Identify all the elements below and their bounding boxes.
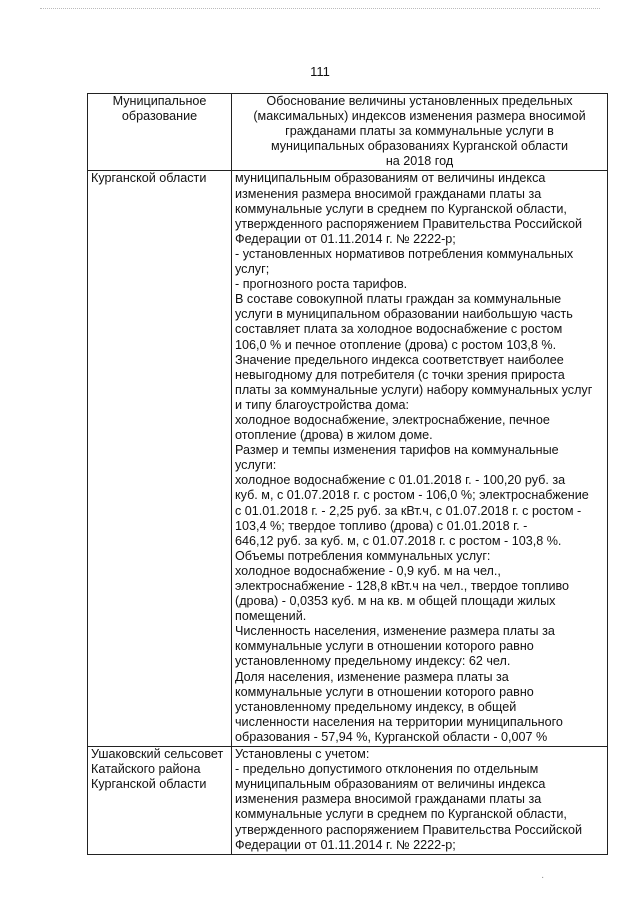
- justification-text-line: - установленных нормативов потребления коммунальных: [235, 246, 574, 261]
- justification-text-line: услуг;: [235, 262, 270, 277]
- header-text-line: муниципальных образованиях Курганской области: [270, 139, 569, 154]
- justification-text-line: коммунальные услуги в отношении которого равно: [235, 639, 534, 654]
- justification-text-line: Объемы потребления коммунальных услуг:: [235, 548, 491, 563]
- justification-text-line: коммунальные услуги в среднем по Курганской области,: [235, 807, 567, 822]
- justification-text-line: Размер и темпы изменения тарифов на коммунальные: [235, 443, 559, 458]
- header-text-line: образование: [121, 109, 198, 124]
- justification-text-line: холодное водоснабжение - 0,9 куб. м на чел.,: [235, 563, 501, 578]
- justification-text-line: Доля населения, изменение размера платы за: [235, 669, 509, 684]
- justification-text-line: и типу благоустройства дома:: [235, 397, 410, 412]
- justification-text-line: изменения размера вносимой гражданами платы за: [235, 792, 542, 807]
- justification-cell: [232, 747, 608, 855]
- justification-text-line: отопление (дрова) в жилом доме.: [235, 428, 433, 443]
- scan-mark: ·: [541, 872, 545, 883]
- header-text-line: (максимальных) индексов изменения размера вносимой: [253, 109, 586, 124]
- justification-text-line: электроснабжение - 128,8 кВт.ч на чел., твердое топливо: [235, 579, 570, 593]
- justification-text-line: - прогнозного роста тарифов.: [235, 277, 408, 292]
- justification-text-line: образования - 57,94 %, Курганской области - 0,007 %: [235, 729, 548, 744]
- justification-text-line: услуги:: [235, 458, 277, 473]
- justification-text-line: установленному предельному индексу, в общей: [235, 699, 517, 714]
- header-text-line: на 2018 год: [385, 154, 454, 169]
- header-municipality-cell: [88, 94, 232, 171]
- header-text-line: Муниципальное: [112, 94, 207, 108]
- justification-text-line: услуги в муниципальном образовании наибольшую часть: [235, 307, 573, 322]
- justification-text-line: помещений.: [235, 609, 307, 624]
- justification-table: [87, 93, 608, 855]
- justification-cell: [232, 171, 608, 747]
- justification-text-line: - предельно допустимого отклонения по отдельным: [235, 762, 539, 777]
- justification-text-line: Установлены с учетом:: [235, 747, 370, 762]
- table-row: [88, 747, 608, 855]
- justification-text-line: (дрова) - 0,0353 куб. м на кв. м общей площади жилых: [235, 594, 556, 609]
- justification-text-line: Численность населения, изменение размера платы за: [235, 624, 555, 639]
- justification-text-line: невыгодному для потребителя (с точки зрения прироста: [235, 367, 565, 382]
- header-text-line: гражданами платы за коммунальные услуги в: [285, 124, 554, 139]
- justification-text-line: коммунальные услуги в отношении которого равно: [235, 684, 534, 699]
- header-text-line: Обоснование величины установленных предельных: [266, 94, 573, 108]
- justification-text-line: холодное водоснабжение с 01.01.2018 г. - 100,20 руб. за: [235, 473, 566, 488]
- justification-text-line: коммунальные услуги в среднем по Курганской области,: [235, 201, 567, 216]
- justification-text-line: Федерации от 01.11.2014 г. № 2222-р;: [235, 231, 456, 246]
- justification-text-line: В составе совокупной платы граждан за коммунальные: [235, 292, 562, 307]
- municipality-name-line: Курганской области: [91, 171, 207, 186]
- justification-text-line: Федерации от 01.11.2014 г. № 2222-р;: [235, 837, 456, 852]
- municipality-cell: [88, 171, 232, 747]
- justification-text-line: 106,0 % и печное отопление (дрова) с ростом 103,8 %.: [235, 337, 557, 352]
- page-number: 111: [310, 64, 330, 79]
- municipality-cell: [88, 747, 232, 855]
- justification-text-line: куб. м, с 01.07.2018 г. с ростом - 106,0 %; электроснабжение: [235, 488, 589, 503]
- justification-text-line: с 01.01.2018 г. - 2,25 руб. за кВт.ч, с 01.07.2018 г. с ростом -: [235, 503, 582, 518]
- justification-text-line: муниципальным образованиям от величины индекса: [235, 171, 546, 186]
- justification-text-line: установленному предельному индексу: 62 чел.: [235, 654, 511, 669]
- table-header-row: [88, 94, 608, 171]
- municipality-name-line: Катайского района: [91, 762, 201, 777]
- justification-text-line: муниципальным образованиям от величины индекса: [235, 777, 546, 792]
- table-row: [88, 171, 608, 747]
- justification-text-line: утвержденного распоряжением Правительства Российской: [235, 822, 583, 837]
- justification-text-line: составляет плата за холодное водоснабжение с ростом: [235, 322, 563, 337]
- justification-text-line: утвержденного распоряжением Правительства Российской: [235, 216, 583, 231]
- justification-text-line: холодное водоснабжение, электроснабжение, печное: [235, 412, 550, 427]
- justification-text-line: численности населения на территории муниципального: [235, 714, 563, 729]
- justification-text-line: Значение предельного индекса соответствует наиболее: [235, 352, 564, 367]
- scan-artifact-line: [40, 8, 600, 11]
- municipality-name-line: Ушаковский сельсовет: [91, 747, 224, 762]
- municipality-name-line: Курганской области: [91, 777, 207, 792]
- justification-text-line: 646,12 руб. за куб. м, с 01.07.2018 г. с ростом - 103,8 %.: [235, 533, 562, 548]
- justification-text-line: 103,4 %; твердое топливо (дрова) с 01.01.2018 г. -: [235, 518, 528, 533]
- header-justification-cell: [232, 94, 608, 171]
- justification-text-line: изменения размера вносимой гражданами платы за: [235, 186, 542, 201]
- justification-text-line: платы за коммунальные услуги) набору коммунальных услуг: [235, 382, 593, 397]
